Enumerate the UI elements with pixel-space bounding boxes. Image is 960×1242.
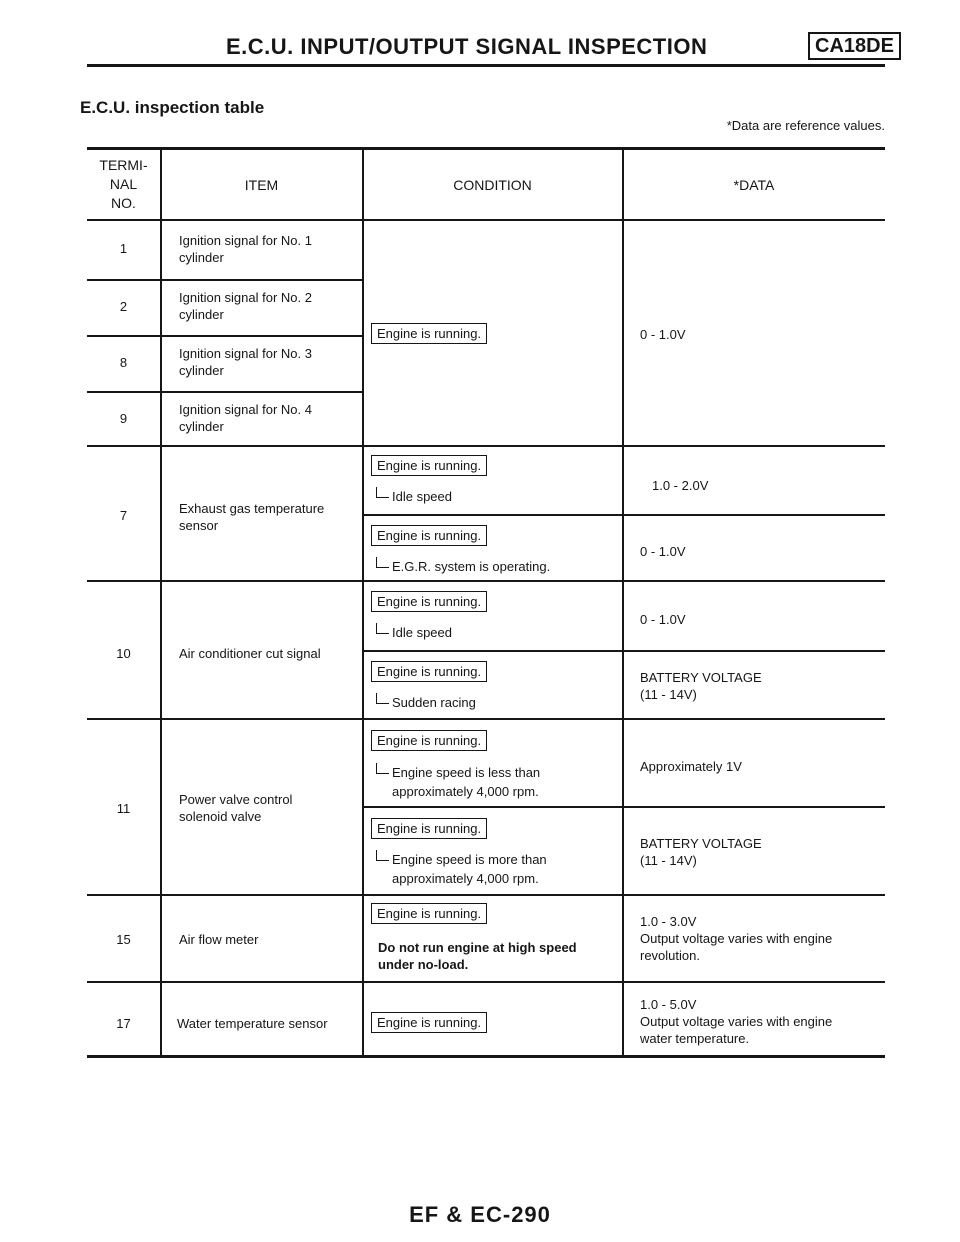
data-value [640,913,832,964]
header-line: NAL [109,176,138,192]
condition-detail-text: Sudden racing [392,695,476,710]
condition-detail [376,851,547,868]
data-line: BATTERY VOLTAGE [640,836,762,851]
data-value: Approximately 1V [640,759,742,774]
row-rule [87,894,885,896]
column-header-item: ITEM [244,177,279,193]
condition-box: Engine is running. [371,455,487,476]
row-rule [87,279,362,281]
warning-note [378,939,577,973]
condition-box: Engine is running. [371,323,487,344]
item-line: Ignition signal for No. 3 [179,346,312,361]
bracket-connector [376,487,389,498]
table-top-rule [87,147,885,150]
item-line: cylinder [179,419,224,434]
data-line: (11 - 14V) [640,853,697,868]
condition-detail [376,694,476,711]
condition-detail-text: Idle speed [392,489,452,504]
table-bottom-rule [87,1055,885,1058]
item-line: cylinder [179,363,224,378]
row-rule [87,335,362,337]
item-line: Ignition signal for No. 4 [179,402,312,417]
item-line: Exhaust gas temperature [179,501,325,516]
condition-detail-text: Engine speed is more than [392,852,547,867]
condition-box: Engine is running. [371,1012,487,1033]
column-header-condition: CONDITION [453,177,532,193]
bracket-connector [376,623,389,634]
item-label [179,500,324,534]
warning-line: Do not run engine at high speed [378,940,577,955]
item-line: Power valve control [179,792,293,807]
column-rule [362,147,364,1057]
terminal-number: 11 [116,801,131,816]
condition-box: Engine is running. [371,818,487,839]
item-label: Air flow meter [179,932,259,947]
data-value: 1.0 - 2.0V [652,478,709,493]
header-line: TERMI- [99,157,148,173]
condition-detail-text: E.G.R. system is operating. [392,559,551,574]
condition-detail [376,764,540,781]
condition-detail-text: Idle speed [392,625,452,640]
data-value [640,835,762,869]
terminal-number: 10 [116,646,131,661]
condition-box: Engine is running. [371,661,487,682]
data-value: 0 - 1.0V [640,612,686,627]
terminal-number: 2 [119,299,128,314]
terminal-number: 1 [119,241,128,256]
terminal-number: 7 [119,508,128,523]
item-line: Ignition signal for No. 1 [179,233,312,248]
page-title: E.C.U. INPUT/OUTPUT SIGNAL INSPECTION [226,34,708,59]
header-line: NO. [111,195,136,211]
item-line: Ignition signal for No. 2 [179,290,312,305]
terminal-number: 17 [116,1016,131,1031]
row-rule [87,391,362,393]
item-label: Air conditioner cut signal [179,646,321,661]
terminal-number: 8 [119,355,128,370]
row-rule [87,718,885,720]
warning-line: under no-load. [378,957,469,972]
row-rule [87,445,885,447]
data-line: water temperature. [640,1031,750,1046]
item-label [179,401,312,435]
data-line: 1.0 - 5.0V [640,997,697,1012]
data-value [640,996,832,1047]
terminal-number: 9 [119,411,128,426]
column-rule [160,147,162,1057]
bracket-connector [376,693,389,704]
header-bottom-rule [87,219,885,221]
item-label [179,289,312,323]
subrow-rule [362,806,885,808]
subrow-rule [362,514,885,516]
section-title: E.C.U. inspection table [80,98,265,117]
bracket-connector [376,850,389,861]
data-line: (11 - 14V) [640,687,697,702]
terminal-number: 15 [116,932,131,947]
column-header-terminal [87,156,160,213]
item-label [179,232,312,266]
condition-detail-text: approximately 4,000 rpm. [392,784,539,799]
page-number: EF & EC-290 [409,1202,551,1227]
data-line: Output voltage varies with engine [640,1014,833,1029]
bracket-connector [376,763,389,774]
subrow-rule [362,650,885,652]
column-rule [622,147,624,1057]
data-value [640,669,762,703]
data-line: BATTERY VOLTAGE [640,670,762,685]
item-line: cylinder [179,307,224,322]
bracket-connector [376,557,389,568]
engine-code-badge: CA18DE [808,32,901,60]
item-label [179,345,312,379]
data-line: 1.0 - 3.0V [640,914,697,929]
data-value: 0 - 1.0V [640,327,686,342]
condition-box: Engine is running. [371,591,487,612]
column-header-data: *DATA [733,177,775,193]
data-line: Output voltage varies with engine [640,931,833,946]
item-label: Water temperature sensor [177,1016,328,1031]
condition-box: Engine is running. [371,525,487,546]
data-value: 0 - 1.0V [640,544,686,559]
item-line: cylinder [179,250,224,265]
condition-box: Engine is running. [371,903,487,924]
condition-detail-text: approximately 4,000 rpm. [392,871,539,886]
condition-detail [376,624,452,641]
condition-box: Engine is running. [371,730,487,751]
reference-note: *Data are reference values. [726,118,885,133]
condition-detail [376,488,452,505]
header-divider [87,64,885,67]
item-line: sensor [179,518,219,533]
row-rule [87,580,885,582]
row-rule [87,981,885,983]
condition-detail-text: Engine speed is less than [392,765,541,780]
data-line: revolution. [640,948,700,963]
item-line: solenoid valve [179,809,262,824]
condition-detail [376,558,550,575]
item-label [179,791,292,825]
